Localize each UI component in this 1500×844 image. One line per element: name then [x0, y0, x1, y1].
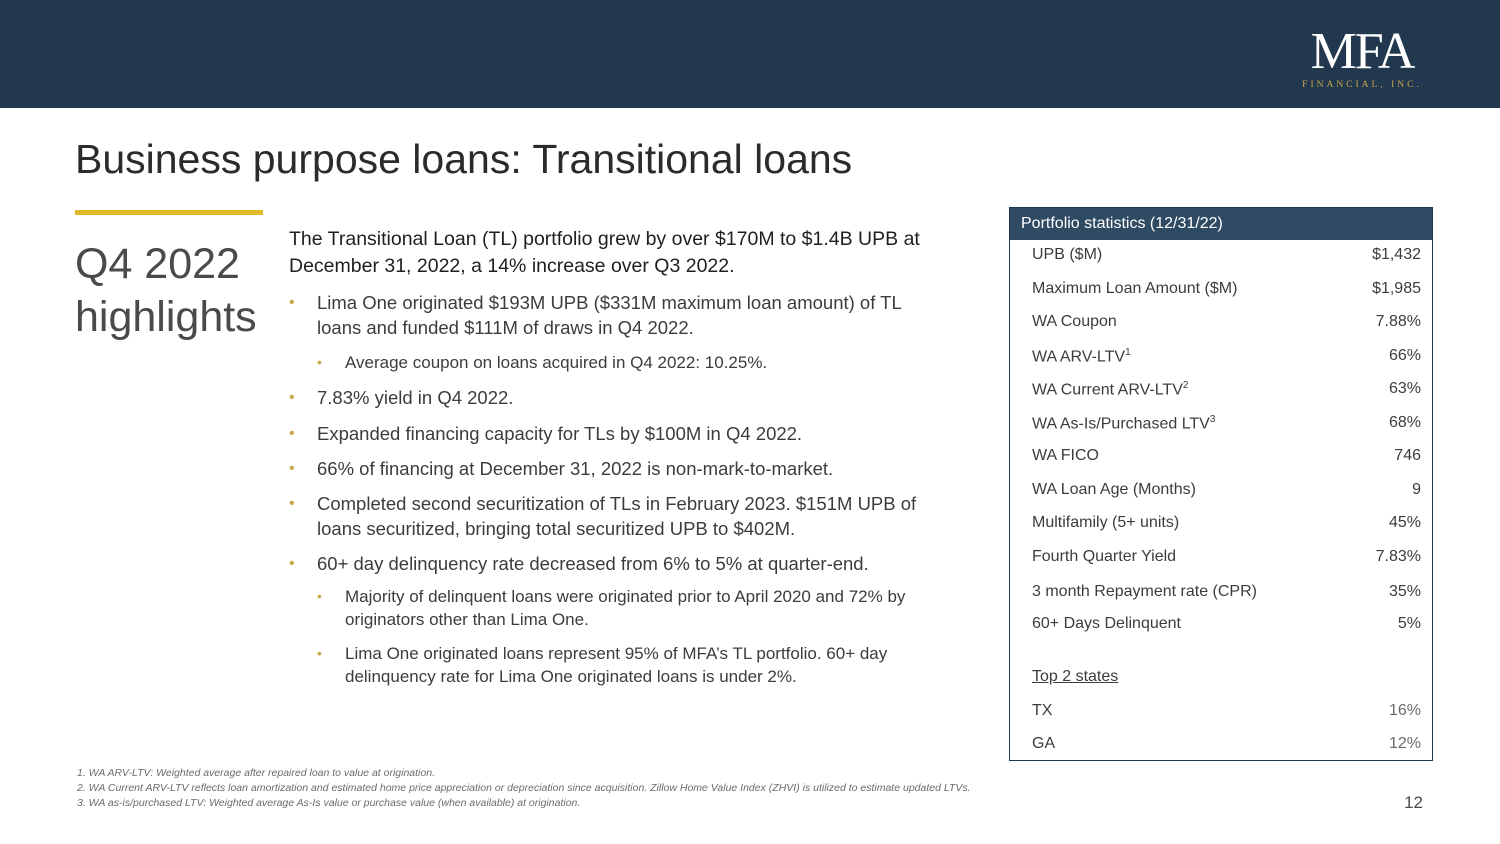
- bullet-dot-icon: •: [289, 425, 295, 442]
- stat-value: $1,985: [1372, 280, 1421, 297]
- stat-value: 5%: [1397, 615, 1421, 632]
- footnotes: [77, 766, 971, 811]
- stat-value: 746: [1394, 447, 1421, 464]
- bullet-item: [289, 290, 929, 340]
- bullet-text: 60+ day delinquency rate decreased from 6% to 5% at quarter-end.: [317, 553, 869, 574]
- stat-value: 35%: [1388, 583, 1421, 600]
- stat-value: 63%: [1388, 380, 1421, 397]
- stat-label: WA Loan Age (Months): [1032, 481, 1196, 498]
- stat-label: WA As-Is/Purchased LTV$^3$: [1032, 414, 1216, 433]
- bullet-text: 66% of financing at December 31, 2022 is non-mark-to-market.: [317, 458, 834, 479]
- bullet-dot-icon: •: [317, 588, 322, 604]
- stat-value: 68%: [1388, 414, 1421, 431]
- bullet-dot-icon: •: [289, 495, 295, 512]
- bullet-text: Average coupon on loans acquired in Q4 2022: 10.25%.: [345, 353, 768, 372]
- stat-value: 7.83%: [1375, 548, 1421, 565]
- bullet-item: [289, 551, 929, 576]
- stats-heading: Portfolio statistics (12/31/22): [1010, 208, 1432, 240]
- mfa-logo: [1296, 23, 1428, 90]
- footnote-marker: 1: [1125, 347, 1131, 358]
- stat-label: Multifamily (5+ units): [1032, 514, 1180, 531]
- state-value: 16%: [1388, 702, 1421, 719]
- bullet-text: 7.83% yield in Q4 2022.: [317, 387, 514, 408]
- bullet-dot-icon: •: [289, 389, 295, 406]
- bullet-dot-icon: •: [317, 354, 322, 370]
- stat-value: 45%: [1388, 514, 1421, 531]
- state-label: TX: [1032, 702, 1053, 719]
- sub-bullet-item: [289, 642, 929, 688]
- bullet-dot-icon: •: [317, 645, 322, 661]
- bullet-item: [289, 421, 929, 446]
- footnote-marker: 3: [1209, 414, 1216, 425]
- bullet-dot-icon: •: [289, 294, 295, 311]
- bullet-text: Lima One originated loans represent 95% of MFA’s TL portfolio. 60+ day delinquency rate for Lima One originated loans is under 2%.: [345, 644, 888, 686]
- highlights-list: [289, 226, 929, 688]
- stat-label: 60+ Days Delinquent: [1032, 615, 1181, 632]
- bullet-text: Lima One originated $193M UPB ($331M maximum loan amount) of TL loans and funded $111M of draws in Q4 2022.: [317, 292, 902, 338]
- stat-label: Maximum Loan Amount ($M): [1032, 280, 1238, 297]
- stat-label: 3 month Repayment rate (CPR): [1032, 583, 1257, 600]
- sub-bullet-item: [289, 351, 929, 374]
- stat-value: $1,432: [1372, 246, 1421, 263]
- bullet-dot-icon: •: [289, 460, 295, 477]
- lead-paragraph: The Transitional Loan (TL) portfolio grew by over $170M to $1.4B UPB at December 31, 2022, a 14% increase over Q3 2022.: [289, 228, 920, 277]
- stat-label: Fourth Quarter Yield: [1032, 548, 1177, 565]
- stat-label: WA FICO: [1032, 447, 1099, 464]
- page-number: 12: [1404, 793, 1423, 812]
- top-states-heading: Top 2 states: [1032, 668, 1119, 685]
- bullet-item: [289, 456, 929, 481]
- footnote: 1. WA ARV-LTV: Weighted average after repaired loan to value at origination.: [77, 767, 435, 779]
- section-label: Q4 2022 highlights: [75, 240, 257, 341]
- logo-wordmark: MFA: [1310, 23, 1414, 80]
- state-value: 12%: [1388, 735, 1421, 752]
- portfolio-stats-table: [1009, 207, 1433, 761]
- stat-label: WA Current ARV-LTV$^2$: [1032, 380, 1189, 399]
- bullet-text: Majority of delinquent loans were originated prior to April 2020 and 72% by originators other than Lima One.: [345, 587, 906, 629]
- logo-subtitle: FINANCIAL, INC.: [1302, 80, 1422, 90]
- footnote: 3. WA as-is/purchased LTV: Weighted average As-Is value or purchase value (when available) at origination.: [77, 797, 581, 809]
- bullet-container: [289, 290, 929, 688]
- stat-value: 66%: [1388, 347, 1421, 364]
- header-band: [0, 0, 1500, 108]
- sub-bullet-item: [289, 585, 929, 631]
- bullet-item: [289, 385, 929, 410]
- bullet-text: Completed second securitization of TLs in February 2023. $151M UPB of loans securitized, bringing total securitized UPB to $402M.: [317, 493, 917, 539]
- footnote-marker: 2: [1182, 380, 1189, 391]
- stat-value: 7.88%: [1375, 313, 1421, 330]
- stat-value: 9: [1412, 481, 1421, 498]
- bullet-dot-icon: •: [289, 555, 295, 572]
- stat-label: WA Coupon: [1032, 313, 1117, 330]
- footnote: 2. WA Current ARV-LTV reflects loan amortization and estimated home price appreciation or depreciation since acquisition. Zillow Home Value Index (ZHVI) is utilized to estimate updated LTVs.: [77, 782, 971, 794]
- gold-divider: [75, 210, 263, 215]
- page-title: Business purpose loans: Transitional loans: [75, 136, 853, 182]
- state-label: GA: [1032, 735, 1056, 752]
- bullet-item: [289, 491, 929, 541]
- stat-label: WA ARV-LTV$^1$: [1032, 347, 1131, 366]
- stat-label: UPB ($M): [1032, 246, 1103, 263]
- bullet-text: Expanded financing capacity for TLs by $100M in Q4 2022.: [317, 423, 803, 444]
